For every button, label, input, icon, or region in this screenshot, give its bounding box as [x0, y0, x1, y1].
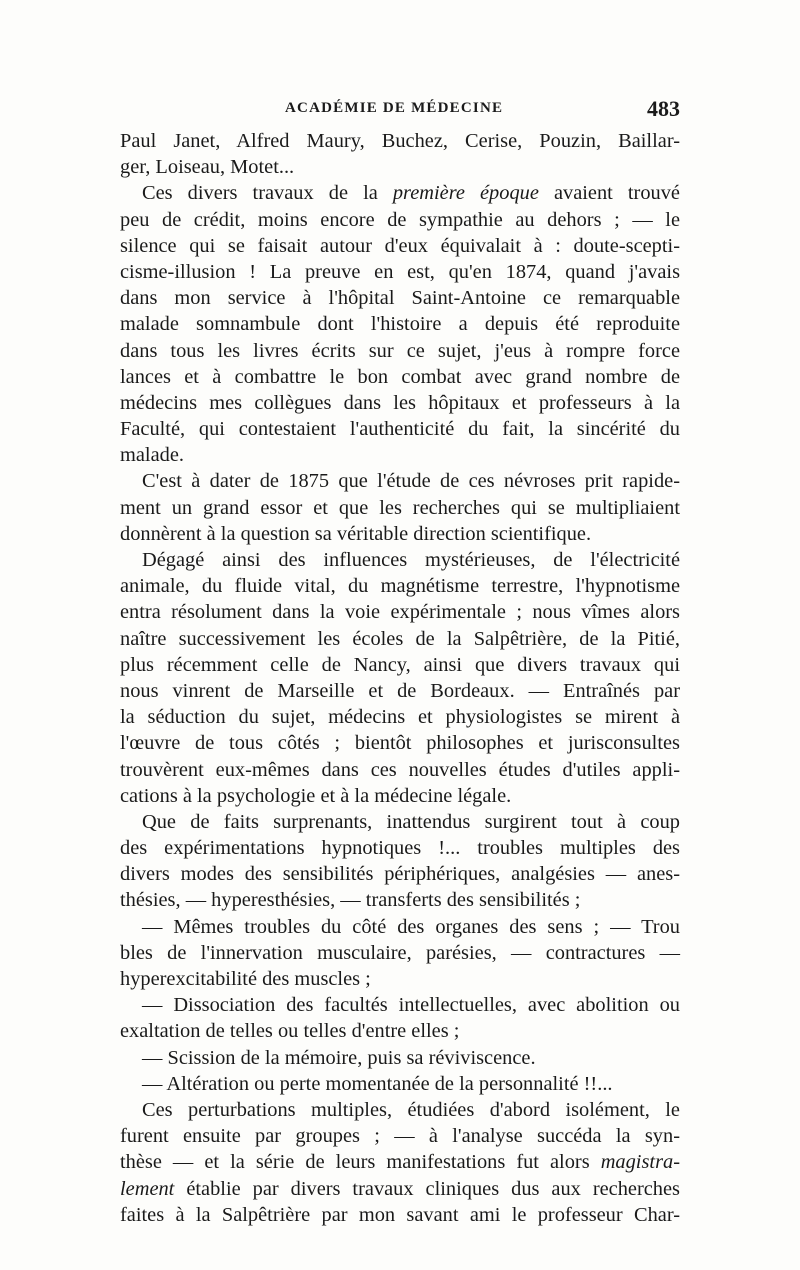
body-text	[120, 128, 680, 1228]
text-line: donnèrent à la question sa véritable direction scientifique.	[120, 522, 592, 545]
italic-phrase: première époque	[392, 182, 539, 205]
text-line: — Scission de la mémoire, puis sa réviviscence.	[142, 1046, 536, 1069]
text-line: nous vinrent de Marseille et de Bordeaux. — Entraînés par	[120, 679, 680, 702]
text-line: cisme-illusion ! La preuve en est, qu'en 1874, quand j'avais	[120, 260, 680, 283]
page-number: 483	[647, 96, 680, 121]
text-line: — Altération ou perte momentanée de la personnalité !!...	[142, 1072, 613, 1095]
text-line: la séduction du sujet, médecins et physiologistes se mirent à	[120, 706, 680, 729]
text-line: dans mon service à l'hôpital Saint-Antoine ce remarquable	[120, 287, 680, 310]
italic-phrase: magistra-	[600, 1151, 680, 1174]
text-line: hyperexcitabilité des muscles ;	[120, 968, 371, 990]
text-line: exaltation de telles ou telles d'entre elles ;	[120, 1020, 460, 1043]
text-line: lement établie par divers travaux cliniques dus aux recherches	[120, 1177, 680, 1200]
text-line: naître successivement les écoles de la Salpêtrière, de la Pitié,	[120, 627, 680, 650]
text-line: Ces divers travaux de la première époque avaient trouvé	[142, 182, 680, 205]
text-line: lances et à combattre le bon combat avec grand nombre de	[120, 365, 680, 388]
text-line: faites à la Salpêtrière par mon savant ami le professeur Char-	[120, 1203, 680, 1226]
text-line: — Mêmes troubles du côté des organes des sens ; — Trou	[142, 915, 680, 938]
text-line: ger, Loiseau, Motet...	[120, 156, 295, 179]
text-line: plus récemment celle de Nancy, ainsi que divers travaux qui	[120, 653, 680, 676]
running-head	[120, 96, 680, 126]
text-line: thésies, — hyperesthésies, — transferts des sensibilités ;	[120, 889, 581, 912]
running-title: ACADÉMIE DE MÉDECINE	[285, 100, 504, 116]
text-line: silence qui se faisait autour d'eux équivalait à : doute-scepti-	[120, 234, 680, 257]
text-line: Que de faits surprenants, inattendus surgirent tout à coup	[142, 810, 680, 833]
italic-phrase: lement	[120, 1177, 175, 1200]
text-line: ment un grand essor et que les recherches qui se multipliaient	[120, 496, 680, 519]
text-line: cations à la psychologie et à la médecine légale.	[120, 784, 512, 807]
text-line: malade.	[120, 444, 184, 467]
text-line: entra résolument dans la voie expérimentale ; nous vîmes alors	[120, 601, 680, 624]
text-line: malade somnambule dont l'histoire a depuis été reproduite	[120, 313, 680, 336]
text-line: Faculté, qui contestaient l'authenticité du fait, la sincérité du	[120, 418, 680, 441]
text-line: l'œuvre de tous côtés ; bientôt philosophes et jurisconsultes	[120, 732, 680, 755]
text-line: — Dissociation des facultés intellectuelles, avec abolition ou	[142, 994, 680, 1017]
text-line: C'est à dater de 1875 que l'étude de ces névroses prit rapide-	[142, 470, 680, 493]
text-line: médecins mes collègues dans les hôpitaux et professeurs à la	[120, 391, 680, 414]
text-line: des expérimentations hypnotiques !... troubles multiples des	[120, 837, 680, 860]
text-line: Dégagé ainsi des influences mystérieuses, de l'électricité	[142, 549, 680, 571]
text-line: furent ensuite par groupes ; — à l'analyse succéda la syn-	[120, 1125, 680, 1148]
text-line: thèse — et la série de leurs manifestations fut alors magistra-	[120, 1151, 680, 1174]
text-line: bles de l'innervation musculaire, parésies, — contractures —	[120, 941, 680, 964]
text-line: trouvèrent eux-mêmes dans ces nouvelles études d'utiles appli-	[120, 758, 680, 781]
text-line: Ces perturbations multiples, étudiées d'abord isolément, le	[142, 1098, 680, 1121]
text-line: dans tous les livres écrits sur ce sujet, j'eus à rompre force	[120, 339, 680, 362]
text-line: animale, du fluide vital, du magnétisme terrestre, l'hypnotisme	[120, 575, 680, 598]
text-line: divers modes des sensibilités périphériques, analgésies — anes-	[120, 863, 680, 886]
text-line: Paul Janet, Alfred Maury, Buchez, Cerise, Pouzin, Baillar-	[120, 130, 680, 152]
text-line: peu de crédit, moins encore de sympathie au dehors ; — le	[120, 208, 680, 231]
